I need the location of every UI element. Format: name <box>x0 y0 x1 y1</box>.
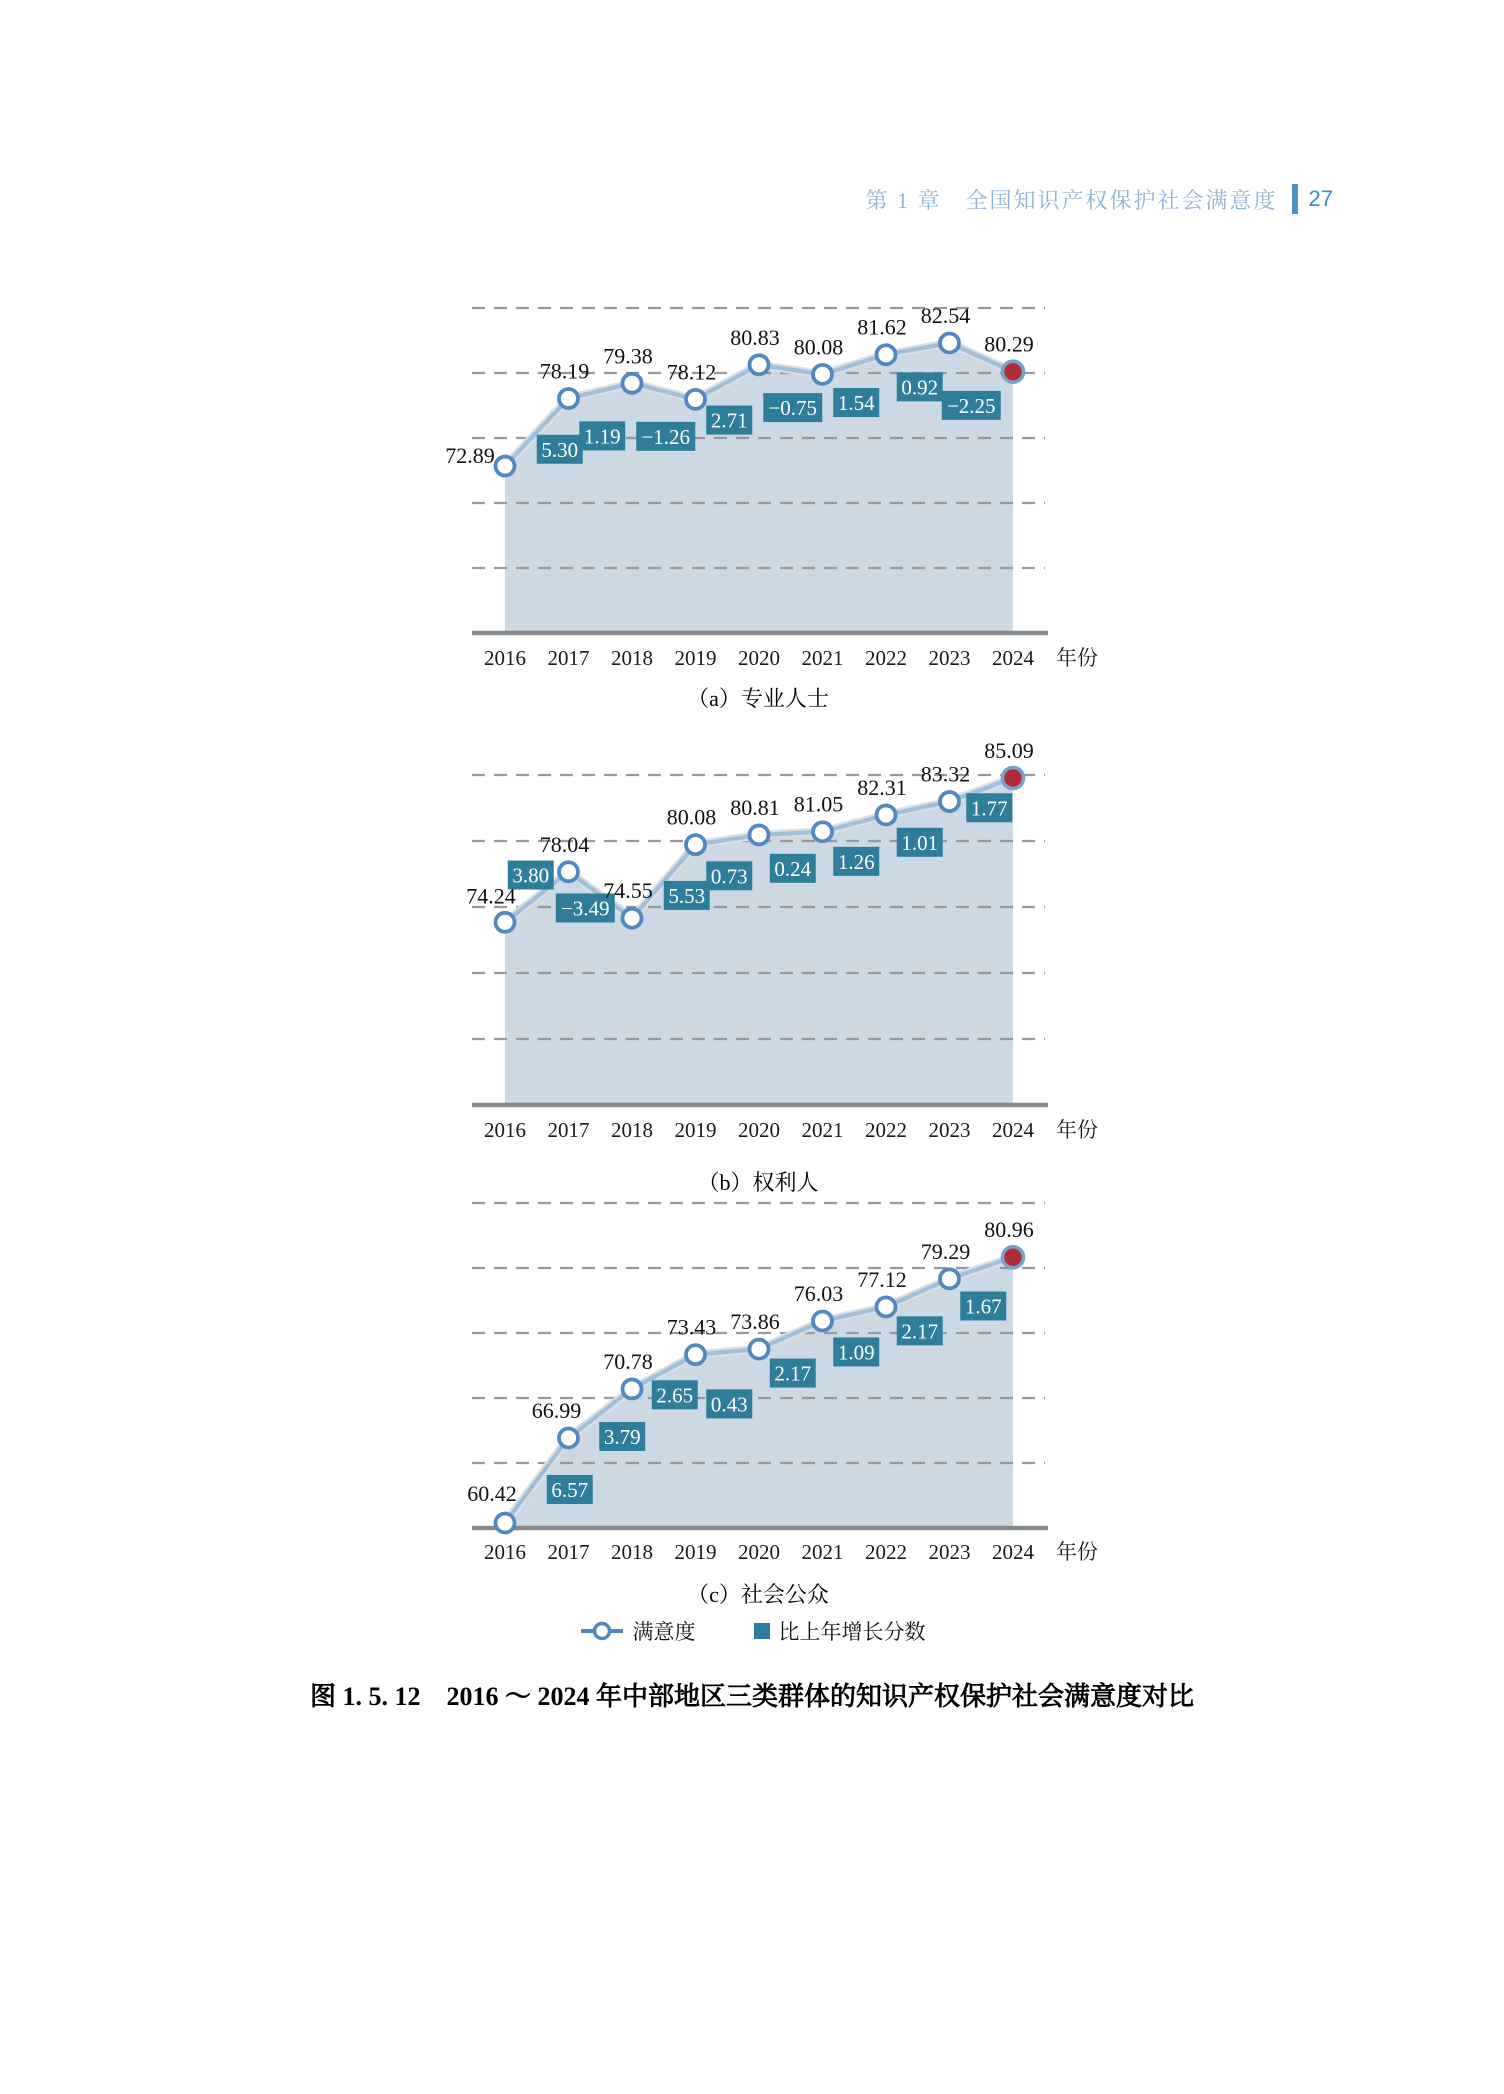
data-point-marker <box>750 825 769 844</box>
data-point-marker <box>496 457 515 476</box>
x-tick-label: 2020 <box>738 646 780 670</box>
value-label: 82.31 <box>857 774 907 800</box>
growth-badge-value: 2.17 <box>901 1319 939 1344</box>
value-label: 76.03 <box>793 1281 844 1307</box>
data-point-marker-final <box>1003 768 1024 789</box>
x-tick-label: 2023 <box>928 1118 971 1142</box>
data-point-marker <box>877 345 896 364</box>
chart-a <box>440 292 1120 716</box>
growth-badge-value: 6.57 <box>551 1477 589 1502</box>
x-tick-label: 2019 <box>674 1540 717 1564</box>
data-point-marker <box>623 909 642 928</box>
x-tick-label: 2023 <box>928 1540 971 1564</box>
value-label: 74.24 <box>466 883 516 909</box>
x-tick-label: 2021 <box>801 646 844 670</box>
x-tick-label: 2017 <box>547 646 590 670</box>
value-label: 78.12 <box>666 359 717 385</box>
x-tick-label: 2021 <box>801 1118 844 1142</box>
growth-badge-value: 0.73 <box>710 864 748 889</box>
growth-badge-value: 0.24 <box>774 856 812 881</box>
growth-square-icon <box>754 1623 770 1639</box>
data-point-marker <box>559 862 578 881</box>
data-point-marker <box>940 1269 959 1288</box>
x-tick-label: 2018 <box>611 1540 653 1564</box>
value-label: 78.04 <box>539 831 590 857</box>
chart-legend <box>0 1616 1504 1646</box>
x-tick-label: 2017 <box>547 1118 590 1142</box>
x-tick-label: 2016 <box>484 1540 526 1564</box>
figure-caption: 图 1. 5. 12 2016 ～ 2024 年中部地区三类群体的知识产权保护社会满意度对比 <box>309 1682 1194 1711</box>
data-point-marker <box>750 355 769 374</box>
x-axis-unit-label: 年份 <box>1056 1540 1098 1564</box>
value-label: 85.09 <box>984 738 1034 763</box>
chart-subtitle: （b）权利人 <box>697 1170 819 1195</box>
x-tick-label: 2021 <box>801 1540 844 1564</box>
growth-badge-value: 5.30 <box>541 437 579 462</box>
data-point-marker <box>623 374 642 393</box>
value-label: 80.96 <box>984 1217 1034 1243</box>
value-label: 82.54 <box>920 303 971 328</box>
growth-badge-value: −2.25 <box>946 393 996 418</box>
value-label: 60.42 <box>467 1481 517 1506</box>
page-header <box>866 183 1334 215</box>
value-label: 73.43 <box>666 1314 717 1340</box>
growth-badge-value: 1.19 <box>583 424 621 449</box>
value-label: 74.55 <box>603 878 653 904</box>
data-point-marker <box>750 1340 769 1359</box>
growth-badge-value: 2.17 <box>774 1361 812 1386</box>
value-label: 81.05 <box>793 791 844 817</box>
data-point-marker <box>686 835 705 854</box>
growth-badge-value: 1.54 <box>837 391 875 416</box>
growth-badge-value: 0.92 <box>901 375 939 400</box>
data-point-marker <box>813 1312 832 1331</box>
data-point-marker <box>813 822 832 841</box>
value-label: 80.08 <box>666 804 717 830</box>
x-tick-label: 2023 <box>928 646 971 670</box>
value-label: 70.78 <box>603 1348 653 1374</box>
value-label: 72.89 <box>445 443 495 469</box>
data-point-marker <box>877 805 896 824</box>
data-point-marker <box>940 334 959 353</box>
growth-badge-value: 3.80 <box>512 863 550 888</box>
value-label: 80.83 <box>730 324 780 350</box>
growth-badge-value: −1.26 <box>641 424 691 449</box>
value-label: 80.08 <box>793 334 844 360</box>
x-tick-label: 2017 <box>547 1540 590 1564</box>
data-point-marker <box>877 1297 896 1316</box>
value-label: 81.62 <box>857 314 907 340</box>
x-tick-label: 2019 <box>674 1118 717 1142</box>
x-tick-label: 2022 <box>865 1118 907 1142</box>
satisfaction-line-marker-icon <box>579 1621 625 1641</box>
growth-badge-value: 5.53 <box>668 883 706 908</box>
header-divider-bar <box>1292 184 1298 214</box>
growth-badge-value: 0.43 <box>710 1392 748 1417</box>
x-tick-label: 2024 <box>992 1540 1034 1564</box>
value-label: 80.29 <box>984 331 1034 357</box>
value-label: 66.99 <box>531 1397 582 1423</box>
x-tick-label: 2024 <box>992 646 1034 670</box>
chart-c <box>440 1197 1120 1617</box>
x-tick-label: 2016 <box>484 646 526 670</box>
value-label: 73.86 <box>730 1309 780 1335</box>
value-label: 83.32 <box>920 761 971 787</box>
data-point-marker-final <box>1003 361 1024 382</box>
growth-badge-value: 1.01 <box>901 830 939 855</box>
page-number: 27 <box>1308 186 1333 211</box>
value-label: 79.38 <box>603 343 653 369</box>
growth-badge-value: −0.75 <box>768 396 818 421</box>
data-point-marker <box>686 390 705 409</box>
growth-badge-value: 1.77 <box>970 796 1008 821</box>
chart-b <box>440 734 1120 1200</box>
growth-badge-value: 2.65 <box>656 1383 694 1408</box>
growth-badge-value: 1.67 <box>964 1294 1002 1319</box>
data-point-marker <box>686 1345 705 1364</box>
x-tick-label: 2022 <box>865 646 907 670</box>
data-point-marker <box>496 913 515 932</box>
value-label: 79.29 <box>920 1238 971 1264</box>
data-point-marker <box>623 1379 642 1398</box>
x-axis-unit-label: 年份 <box>1056 646 1098 670</box>
x-axis-unit-label: 年份 <box>1056 1118 1098 1142</box>
x-tick-label: 2022 <box>865 1540 907 1564</box>
x-tick-label: 2018 <box>611 1118 653 1142</box>
x-tick-label: 2024 <box>992 1118 1034 1142</box>
x-tick-label: 2018 <box>611 646 653 670</box>
x-tick-label: 2020 <box>738 1118 780 1142</box>
value-label: 78.19 <box>539 358 590 384</box>
x-tick-label: 2016 <box>484 1118 526 1142</box>
data-point-marker <box>559 389 578 408</box>
growth-badge-value: 2.71 <box>710 408 748 433</box>
data-point-marker <box>813 365 832 384</box>
chapter-title: 第 1 章 全国知识产权保护社会满意度 <box>865 187 1278 213</box>
value-label: 77.12 <box>857 1266 907 1292</box>
data-point-marker <box>559 1428 578 1447</box>
data-point-marker <box>496 1514 515 1533</box>
chart-subtitle: （c）社会公众 <box>687 1582 829 1607</box>
data-point-marker <box>940 792 959 811</box>
chart-subtitle: （a）专业人士 <box>687 686 829 711</box>
growth-badge-value: 1.26 <box>837 849 875 874</box>
growth-badge-value: 3.79 <box>603 1424 641 1449</box>
x-tick-label: 2019 <box>674 646 717 670</box>
legend-growth-label: 比上年增长分数 <box>778 1620 926 1644</box>
data-point-marker-final <box>1003 1247 1024 1268</box>
value-label: 80.81 <box>730 794 780 820</box>
growth-badge-value: 1.09 <box>837 1340 875 1365</box>
growth-badge-value: −3.49 <box>560 896 610 921</box>
x-tick-label: 2020 <box>738 1540 780 1564</box>
legend-satisfaction-label: 满意度 <box>632 1620 696 1644</box>
